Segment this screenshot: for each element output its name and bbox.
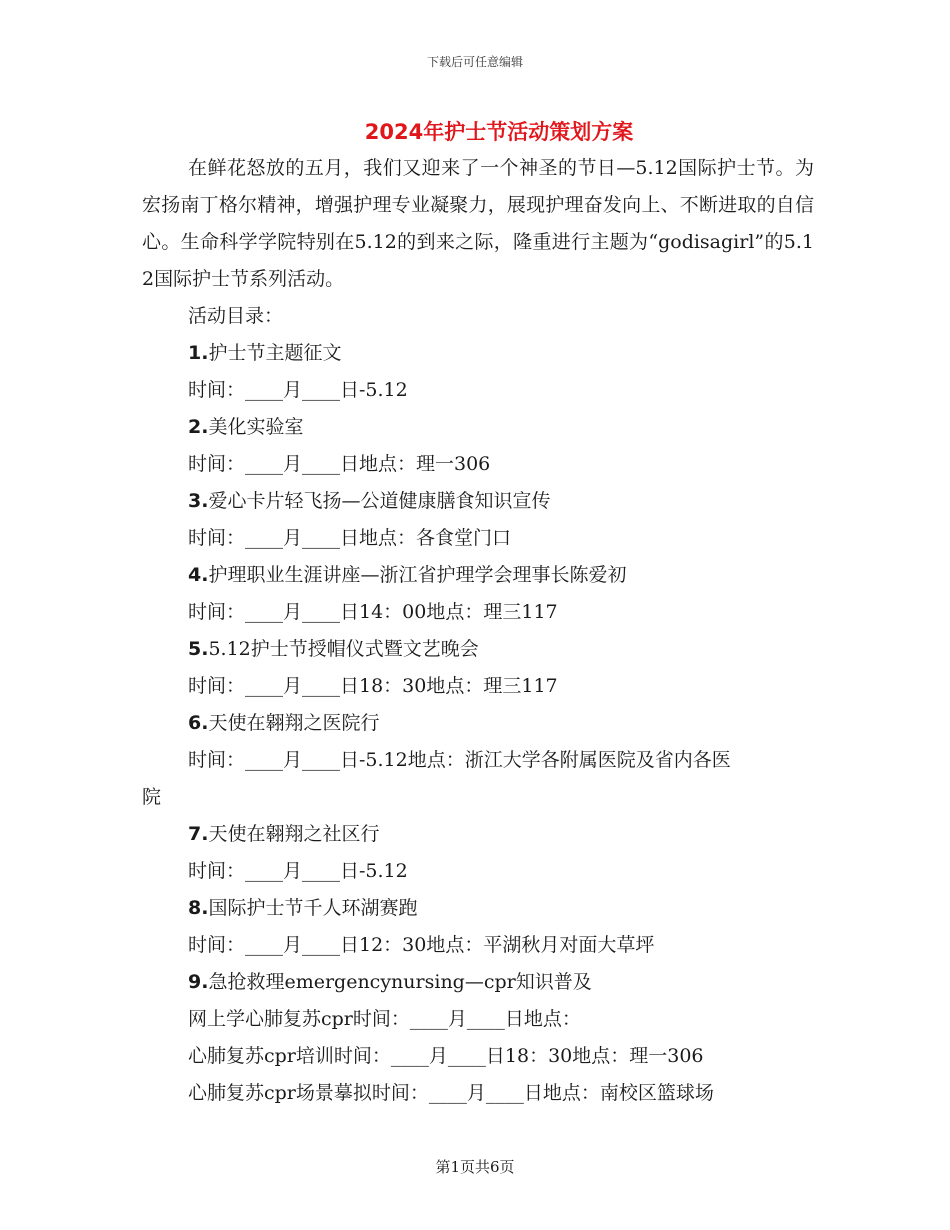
item-name: 天使在翱翔之社区行 (208, 823, 380, 845)
item-1-title (142, 335, 814, 372)
item-8-time: 时间：____月____日12：30地点：平湖秋月对面大草坪 (188, 934, 655, 956)
item-name: 国际护士节千人环湖赛跑 (208, 897, 418, 919)
item-name: 天使在翱翔之医院行 (208, 712, 380, 734)
item-7-title (142, 816, 814, 853)
item-3-title (142, 483, 814, 520)
item-number: 5. (188, 638, 209, 660)
cpr-training-line: 心肺复苏cpr培训时间：____月____日18：30地点：理一306 (188, 1045, 704, 1067)
item-4-title (142, 557, 814, 594)
document-title: 2024年护士节活动策划方案 (364, 120, 634, 144)
cpr-online-line: 网上学心肺复苏cpr时间：____月____日地点： (188, 1008, 581, 1030)
page-footer: 第1页共6页 (435, 1158, 515, 1176)
item-9-title (142, 964, 814, 1001)
document-body (142, 150, 814, 1112)
intro-paragraph: 在鲜花怒放的五月，我们又迎来了一个神圣的节日—5.12国际护士节。为宏扬南丁格尔精神，增强护理专业凝聚力，展现护理奋发向上、不断进取的自信心。生命科学学院特别在5.12的到来之际，隆重进行主题为“godisagirl”的5.12国际护士节系列活动。 (142, 157, 814, 290)
item-2-time: 时间：____月____日地点：理一306 (188, 453, 491, 475)
item-7-time: 时间：____月____日-5.12 (188, 860, 408, 882)
item-name: 5.12护士节授帽仪式暨文艺晚会 (208, 638, 479, 660)
catalog-label: 活动目录： (188, 305, 284, 327)
item-name: 急抢救理emergencynursing—cpr知识普及 (208, 971, 592, 993)
item-number: 2. (188, 416, 209, 438)
item-number: 3. (188, 490, 209, 512)
item-name: 护理职业生涯讲座—浙江省护理学会理事长陈爱初 (208, 564, 627, 586)
item-4-time: 时间：____月____日14：00地点：理三117 (188, 601, 558, 623)
item-8-title (142, 890, 814, 927)
item-name: 护士节主题征文 (208, 342, 342, 364)
item-number: 1. (188, 342, 209, 364)
item-2-title (142, 409, 814, 446)
item-name: 爱心卡片轻飞扬—公道健康膳食知识宣传 (208, 490, 551, 512)
cpr-simulation-line: 心肺复苏cpr场景摹拟时间：____月____日地点：南校区篮球场 (188, 1082, 714, 1104)
item-number: 9. (188, 971, 209, 993)
item-5-time: 时间：____月____日18：30地点：理三117 (188, 675, 558, 697)
item-5-title (142, 631, 814, 668)
item-1-time: 时间：____月____日-5.12 (188, 379, 408, 401)
item-6-title (142, 705, 814, 742)
item-name: 美化实验室 (208, 416, 304, 438)
item-number: 7. (188, 823, 209, 845)
item-3-time: 时间：____月____日地点：各食堂门口 (188, 527, 512, 549)
item-number: 4. (188, 564, 209, 586)
item-number: 8. (188, 897, 209, 919)
page-header-note: 下载后可任意编辑 (426, 55, 523, 69)
item-6-time: 时间：____月____日-5.12地点：浙江大学各附属医院及省内各医 (188, 749, 731, 771)
item-number: 6. (188, 712, 209, 734)
item-6-time-tail: 院 (142, 786, 162, 808)
